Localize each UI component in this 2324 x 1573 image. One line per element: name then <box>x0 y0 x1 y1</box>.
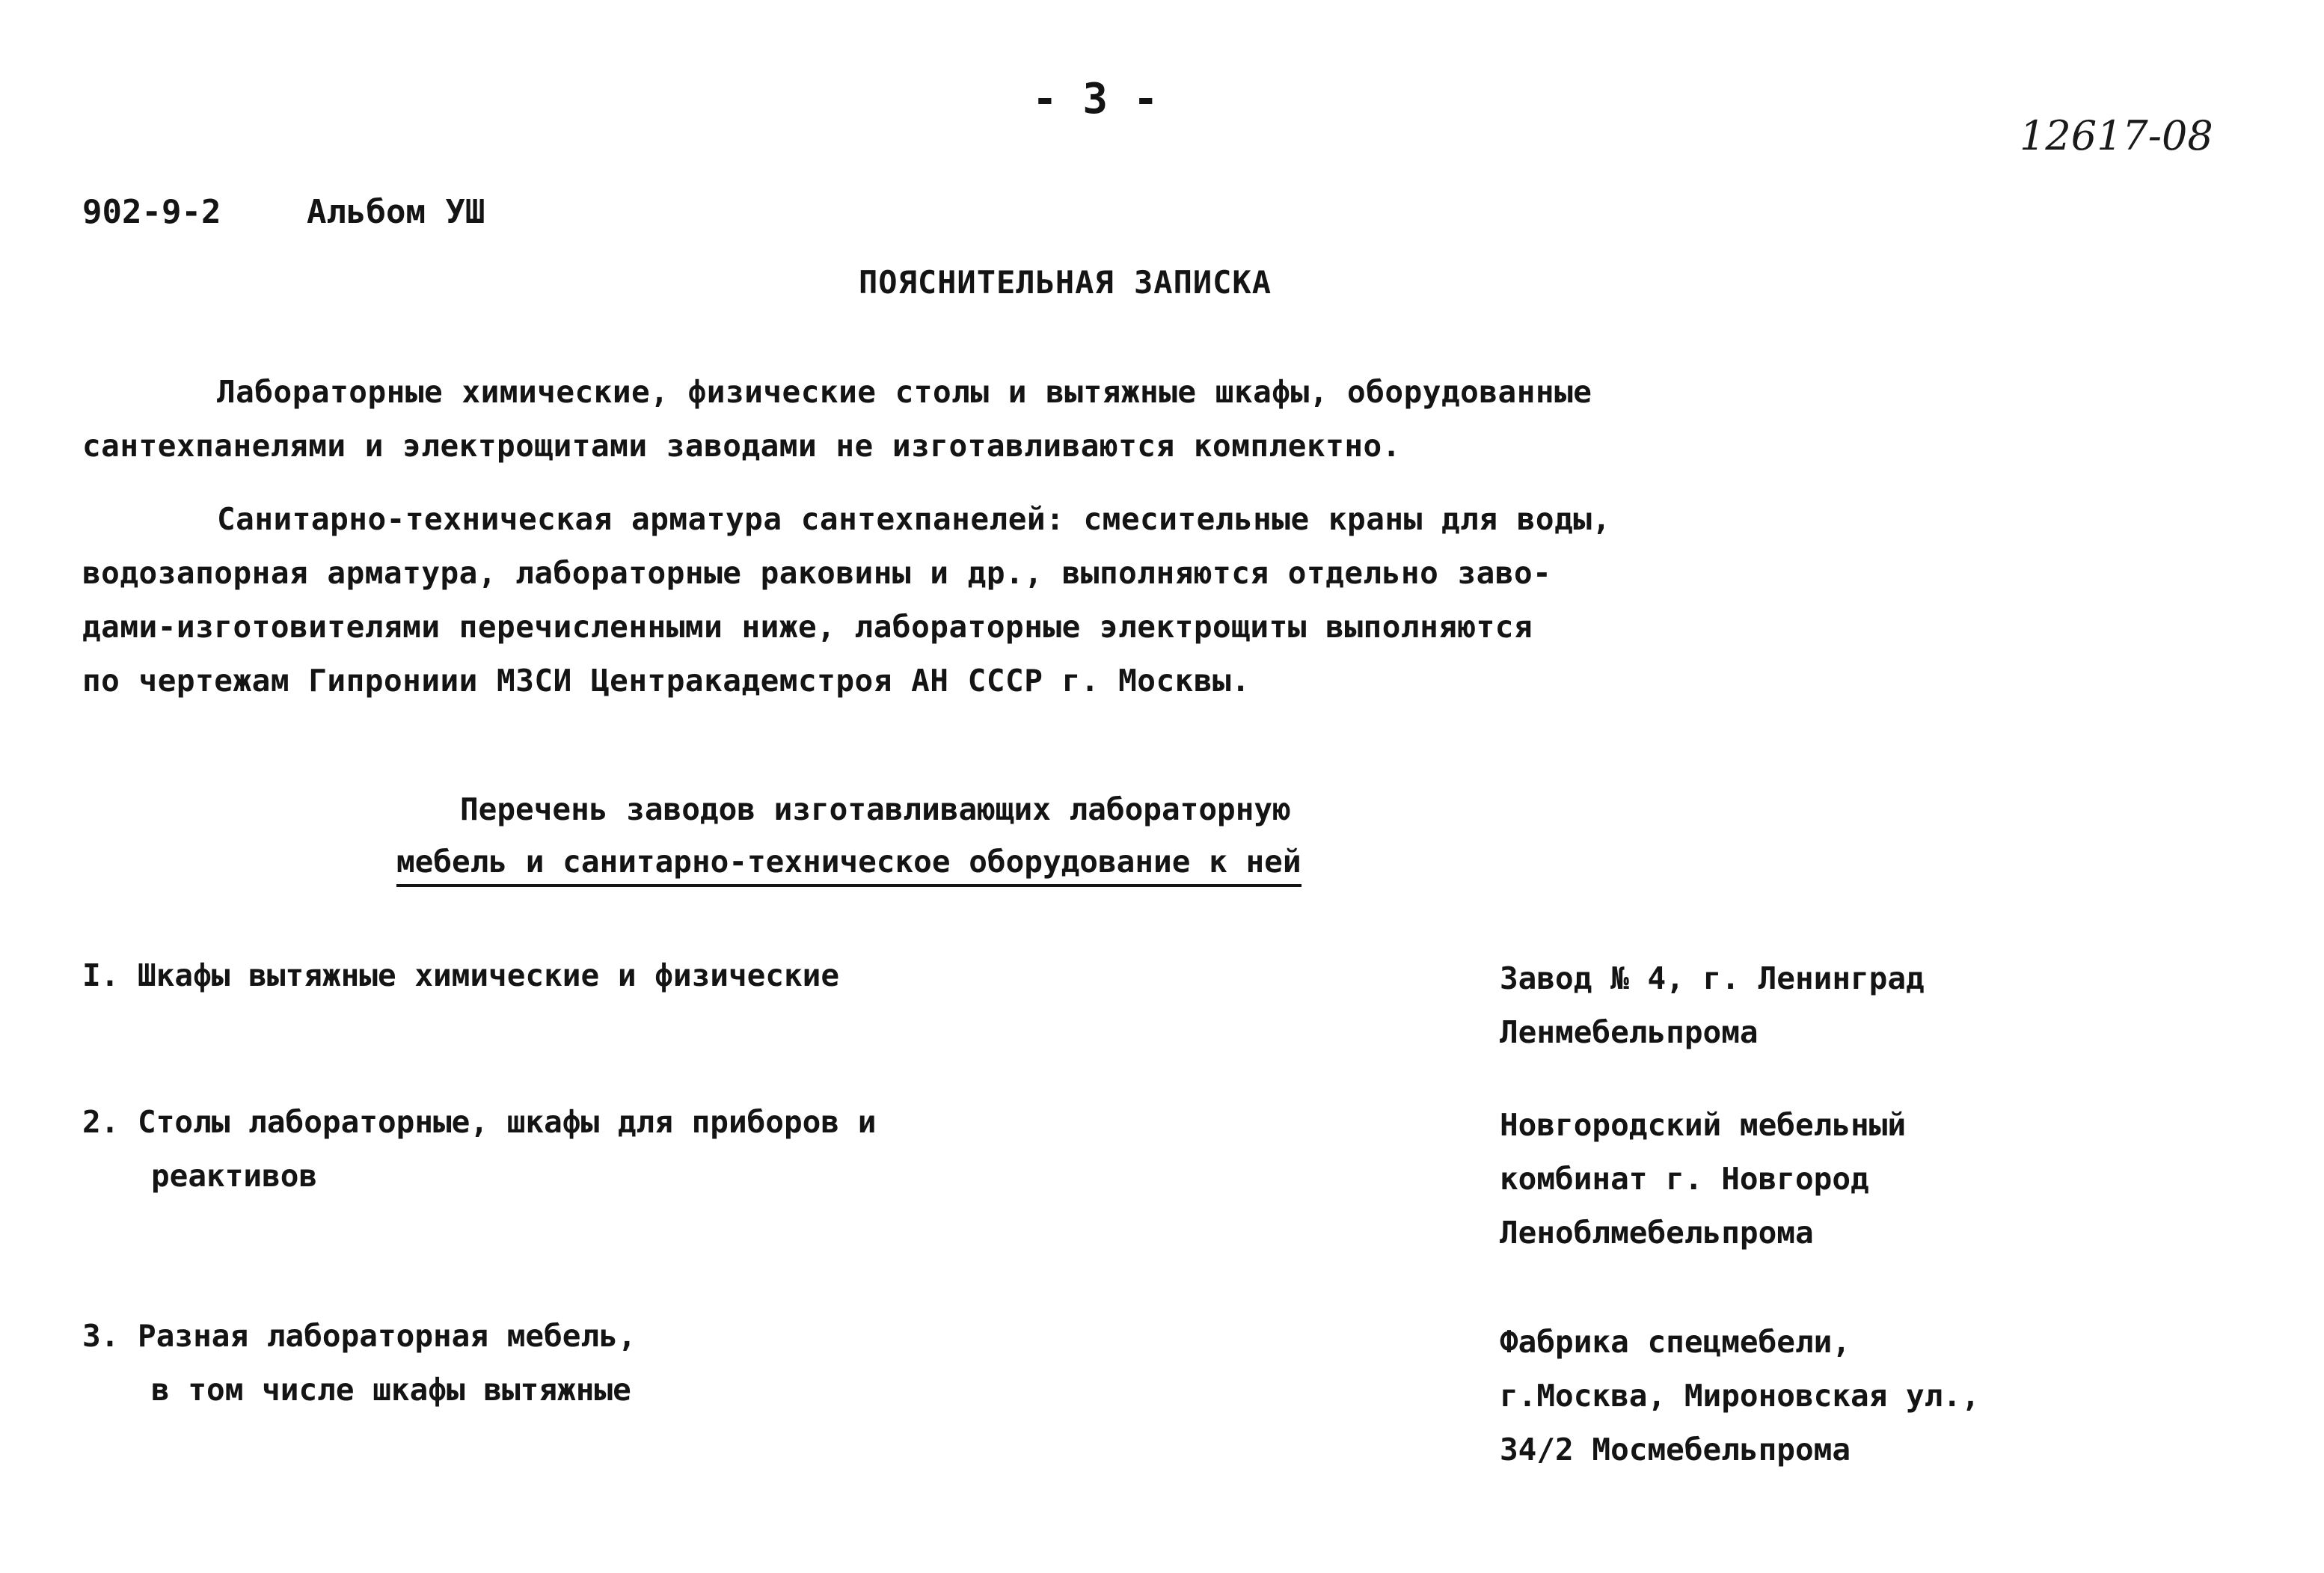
handwritten-archive-number: 12617-08 <box>2020 112 2213 159</box>
document-code: 902-9-2 <box>82 193 221 231</box>
list-item-3-desc-line-1: 3. Разная лабораторная мебель, <box>82 1318 637 1354</box>
page-number: - 3 - <box>1032 75 1159 123</box>
paragraph-1-line-1: Лабораторные химические, физические столы и вытяжные шкафы, оборудованные <box>217 374 1592 410</box>
list-item-2-plant <box>1500 1098 1906 1260</box>
list-item-1-plant-line-1: Завод № 4, г. Ленинград <box>1500 960 1925 996</box>
list-item-2-desc-line-1: 2. Столы лабораторные, шкафы для приборов и <box>82 1104 877 1140</box>
list-item-2-description <box>82 1095 876 1203</box>
list-item-3-description <box>82 1309 637 1417</box>
list-item-1-description <box>82 948 839 1002</box>
list-item-3-plant-line-1: Фабрика спецмебели, <box>1500 1324 1851 1360</box>
list-item-3-desc-line-2: в том числе шкафы вытяжные <box>151 1372 631 1408</box>
list-item-1-plant <box>1500 951 1925 1059</box>
list-item-1-desc-line-1: I. Шкафы вытяжные химические и физические <box>82 957 840 993</box>
list-item-2-plant-line-3: Леноблмебельпрома <box>1500 1215 1814 1251</box>
list-item-2-plant-line-2: комбинат г. Новгород <box>1500 1161 1869 1197</box>
list-item-1-plant-line-2: Ленмебельпрома <box>1500 1014 1759 1050</box>
list-title-line-2: мебель и санитарно-техническое оборудование к ней <box>396 844 1301 887</box>
paragraph-2-line-3: дами-изготовителями перечисленными ниже, лабораторные электрощиты выполняются <box>82 609 1533 645</box>
list-item-3-plant-line-2: г.Москва, Мироновская ул., <box>1500 1378 1980 1414</box>
paragraph-2-line-1: Санитарно-техническая арматура сантехпанелей: смесительные краны для воды, <box>217 501 1611 537</box>
list-item-2-plant-line-1: Новгородский мебельный <box>1500 1107 1907 1143</box>
document-heading: ПОЯСНИТЕЛЬНАЯ ЗАПИСКА <box>859 264 1272 301</box>
paragraph-2-line-2: водозапорная арматура, лабораторные раковины и др., выполняются отдельно заво- <box>82 555 1552 591</box>
list-item-2-desc-line-2: реактивов <box>151 1158 318 1194</box>
paragraph-2-line-4: по чертежам Гипрониии МЗСИ Центракадемстроя АН СССР г. Москвы. <box>82 663 1251 699</box>
album-label: Альбом УШ <box>307 193 485 231</box>
paragraph-1-line-2: сантехпанелями и электрощитами заводами не изготавливаются комплектно. <box>82 428 1401 464</box>
list-item-3-plant <box>1500 1315 1980 1477</box>
list-item-3-plant-line-3: 34/2 Мосмебельпрома <box>1500 1432 1851 1468</box>
list-title-line-1: Перечень заводов изготавливающих лабораторную <box>460 791 1291 827</box>
